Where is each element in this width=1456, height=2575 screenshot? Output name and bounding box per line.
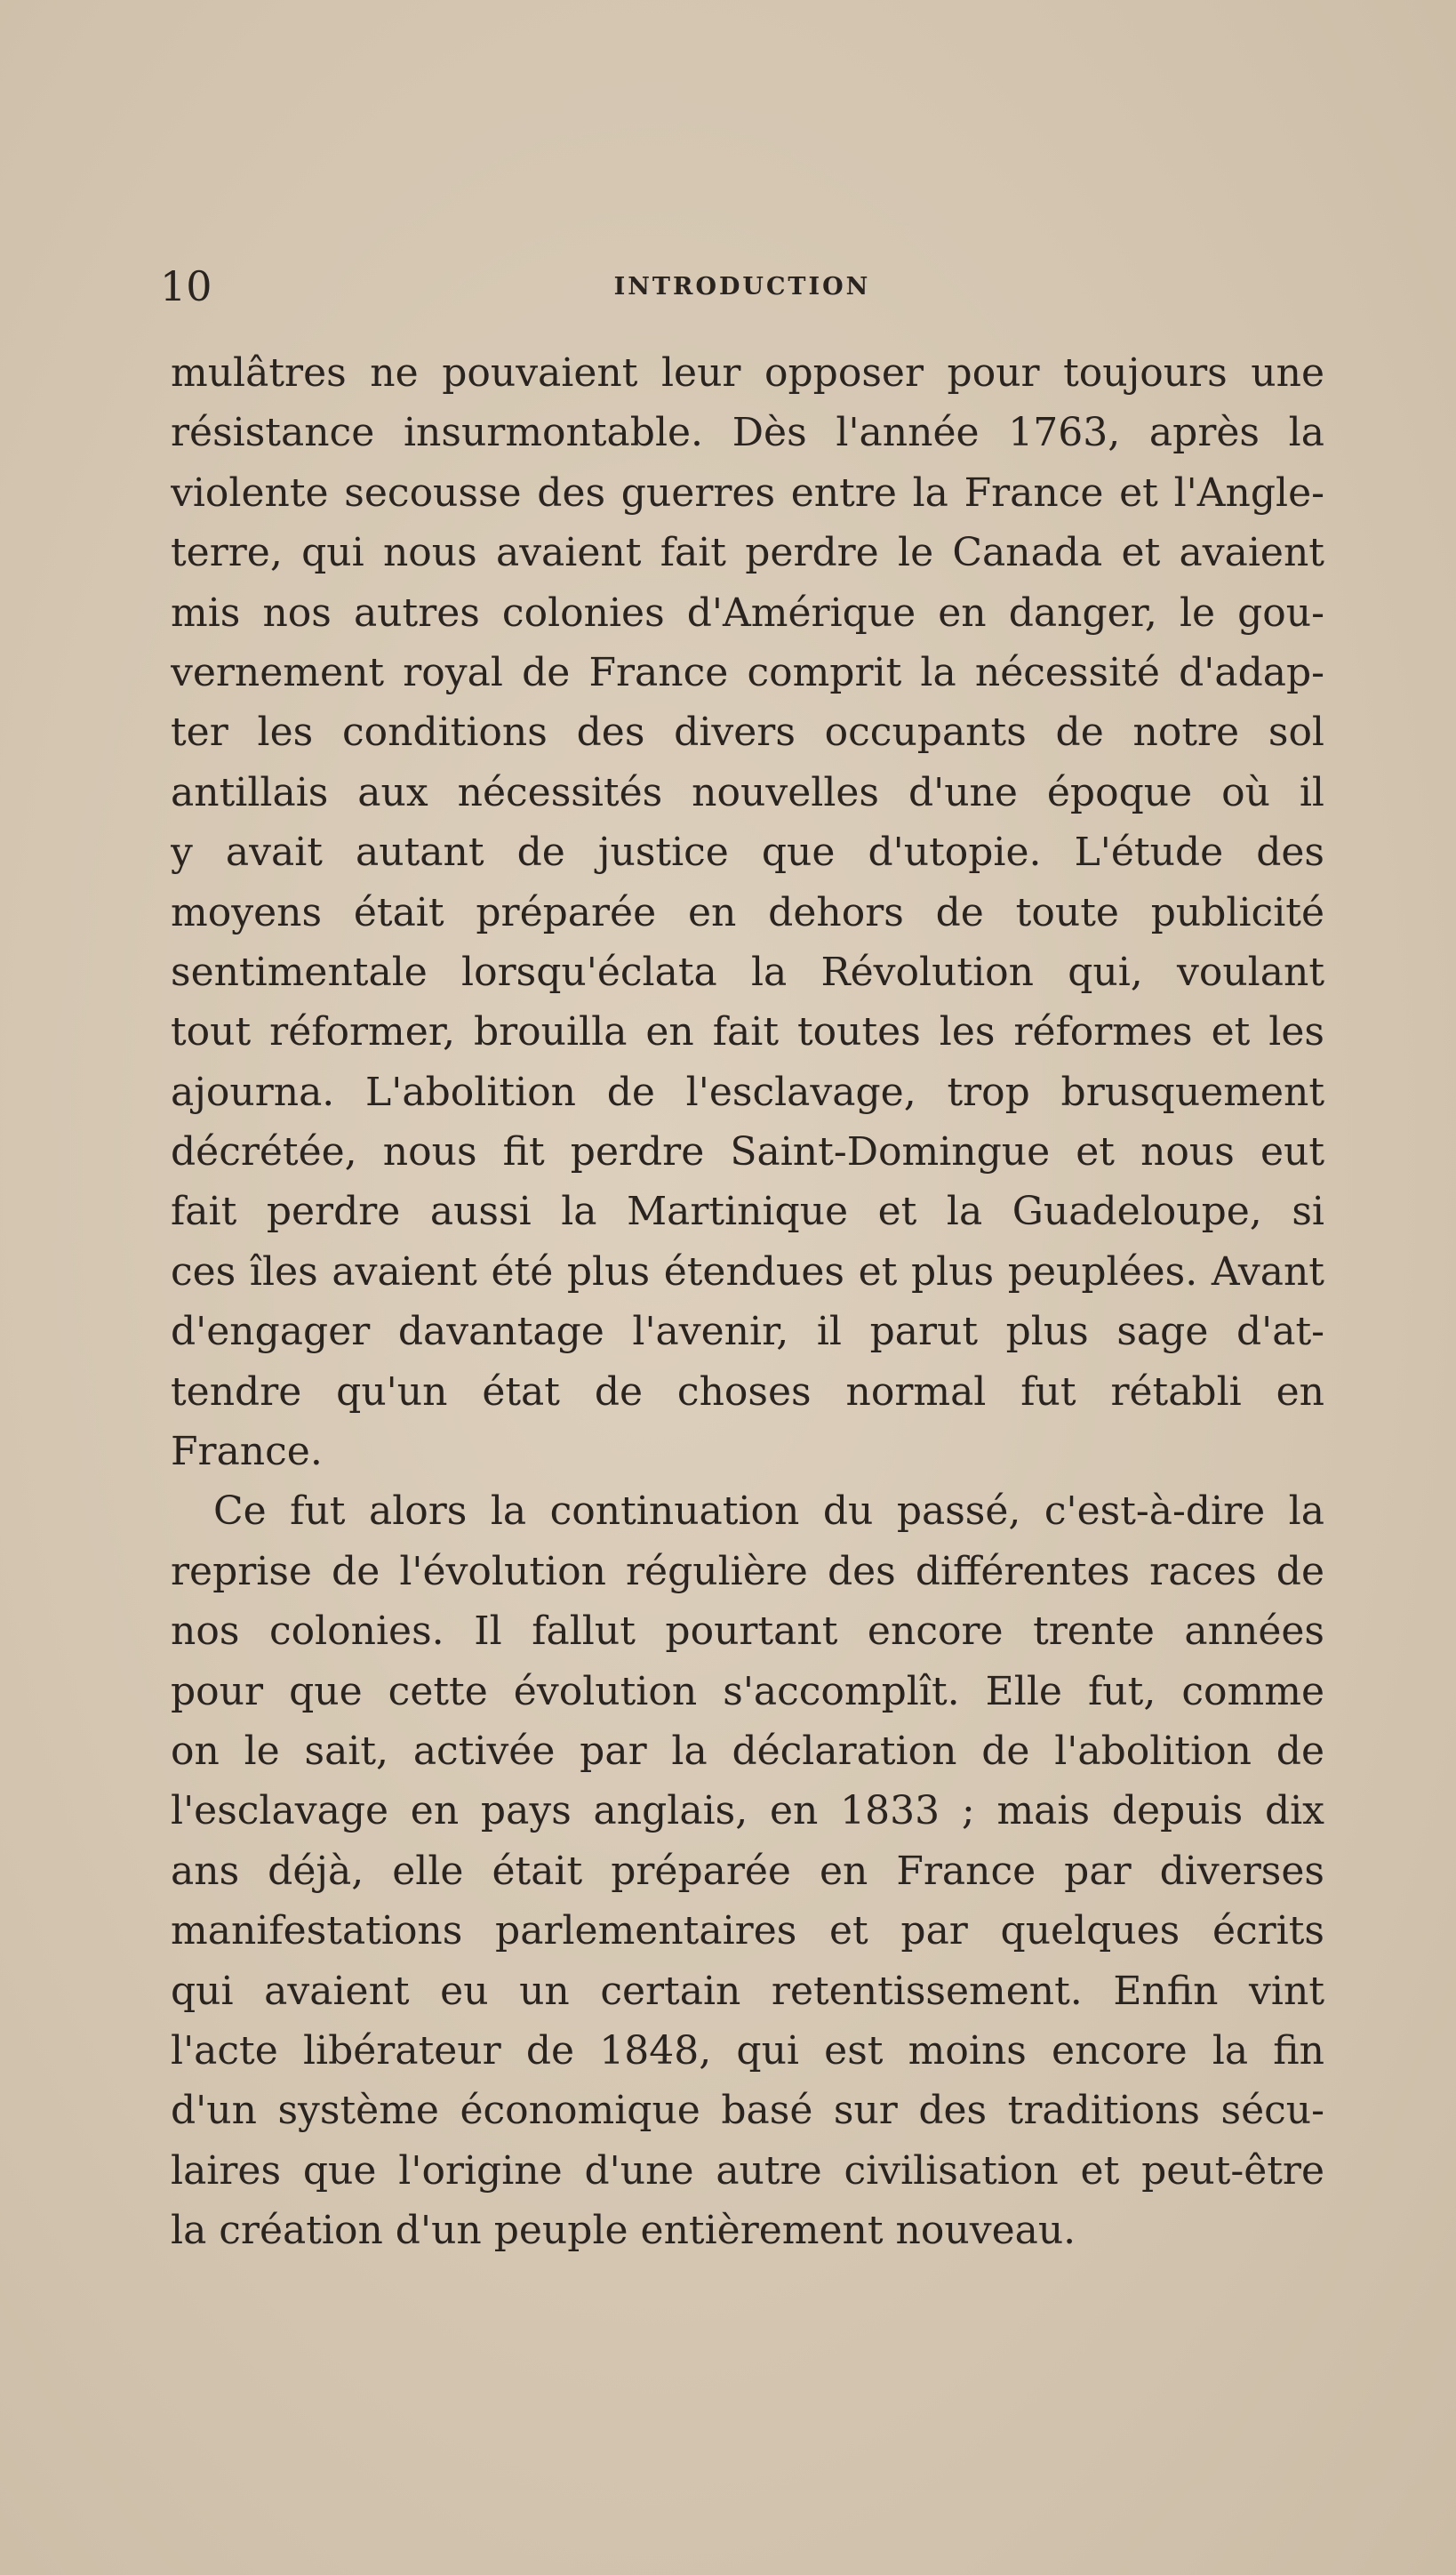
text-line: mulâtres ne pouvaient leur opposer pour toujours une <box>171 350 1324 396</box>
text-line: on le sait, activée par la déclaration de l'abolition de <box>171 1728 1324 1774</box>
text-line: tendre qu'un état de choses normal fut rétabli en <box>171 1368 1324 1415</box>
text-line: ans déjà, elle était préparée en France par diverses <box>171 1848 1324 1894</box>
text-line: l'esclavage en pays anglais, en 1833 ; mais depuis dix <box>171 1788 1324 1834</box>
text-line: Ce fut alors la continuation du passé, c'est-à-dire la <box>213 1488 1324 1535</box>
text-line: antillais aux nécessités nouvelles d'une époque où il <box>171 769 1324 815</box>
text-line: laires que l'origine d'une autre civilisation et peut-être <box>171 2147 1324 2194</box>
text-line: ter les conditions des divers occupants de notre sol <box>171 710 1324 756</box>
text-line: résistance insurmontable. Dès l'année 1763, après la <box>171 410 1324 456</box>
body-text <box>171 343 1324 2261</box>
text-line: moyens était préparée en dehors de toute publicité <box>171 889 1324 935</box>
text-line: l'acte libérateur de 1848, qui est moins encore la fin <box>171 2027 1324 2074</box>
text-line: d'engager davantage l'avenir, il parut plus sage d'at- <box>171 1309 1324 1355</box>
text-line: ajourna. L'abolition de l'esclavage, trop brusquement <box>171 1069 1324 1115</box>
text-line: la création d'un peuple entièrement nouveau. <box>171 2208 1076 2254</box>
running-title: INTRODUCTION <box>613 273 871 301</box>
text-line: tout réformer, brouilla en fait toutes les réformes et les <box>171 1009 1324 1055</box>
text-line: mis nos autres colonies d'Amérique en danger, le gou- <box>171 590 1324 636</box>
text-line: reprise de l'évolution régulière des différentes races de <box>171 1548 1324 1594</box>
text-line: violente secousse des guerres entre la France et l'Angle- <box>171 469 1324 516</box>
text-line: décrétée, nous fit perdre Saint-Domingue et nous eut <box>171 1129 1324 1175</box>
text-line: manifestations parlementaires et par quelques écrits <box>171 1908 1324 1954</box>
text-line: sentimentale lorsqu'éclata la Révolution qui, voulant <box>171 949 1324 995</box>
text-line: y avait autant de justice que d'utopie. L'étude des <box>171 830 1324 876</box>
text-line: fait perdre aussi la Martinique et la Guadeloupe, si <box>171 1189 1324 1235</box>
running-head <box>160 260 1324 313</box>
text-line: nos colonies. Il fallut pourtant encore trente années <box>171 1608 1324 1655</box>
text-line: vernement royal de France comprit la nécessité d'adap- <box>171 649 1324 695</box>
text-line: d'un système économique basé sur des traditions sécu- <box>171 2088 1324 2134</box>
page-number: 10 <box>160 262 212 310</box>
text-line: qui avaient eu un certain retentissement. Enfin vint <box>171 1968 1324 2014</box>
paragraph-2 <box>171 1481 1324 2260</box>
text-line: France. <box>171 1429 323 1475</box>
paragraph-1 <box>171 343 1324 1481</box>
text-line: pour que cette évolution s'accomplît. Elle fut, comme <box>171 1668 1324 1714</box>
text-line: ces îles avaient été plus étendues et plus peuplées. Avant <box>171 1248 1324 1295</box>
text-line: terre, qui nous avaient fait perdre le Canada et avaient <box>171 530 1324 576</box>
